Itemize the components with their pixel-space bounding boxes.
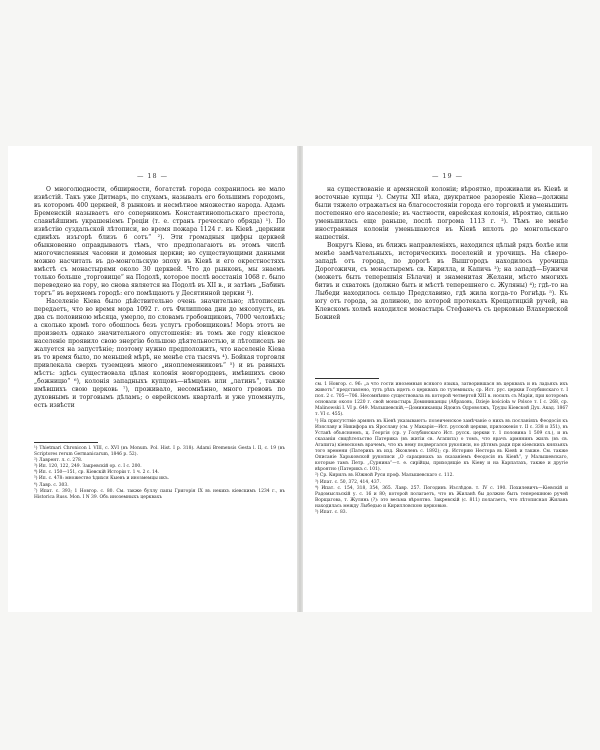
footnote: ¹) Thietmari Chronicon l. VIII, c. XVI (въ Monum. Pol. Hist. I р. 318). Adami Bremensis Gesta l. II, c. 19 (въ Scriptores rerum Germanicarum, 1846 p. 52).	[34, 446, 285, 458]
paragraph: О многолюдности, обширности, богатствѣ города сохранилось не мало извѣстій. Такъ уже Дитмаръ, по слухамъ, называлъ его большимъ городомъ, въ которомъ 400 церквей, 8 рынковъ и несмѣтное множество народа. Адамъ Бременскій называетъ его соперникомъ Константинопольскаго престола, славнѣйшимъ украшеніемъ Греціи (т. е. странъ греческаго обряда) ¹). По извѣстію суздальской лѣтописи, во время пожара 1124 г. въ Кіевѣ „церквии єдинѣхъ изъгорѣ близъ 6 сотъ“ ²). Эти громадныя цифры церквей обыкновенно оправдываютъ тѣмъ, что предполагаютъ въ этомъ числѣ многочисленныя часовни и домовыя церкви; но существующими данными можно насчитать въ до-монгольскую эпоху въ Кіевѣ и его окрестностяхъ вмѣстѣ съ монастырями около 30 церквей. Что до рынковъ, мы знаемъ только больше „торговище“ на Подолѣ, которое послѣ восстанія 1068 г. было переведено на гору, но снова является на Подолѣ въ XII в., и затѣмъ „Бабинъ торгъ“ въ верхнемъ городѣ: его помѣщаютъ у Десятинной церкви ³).	[34, 186, 285, 297]
footnote: ⁴) Ипат. с. 154, 318, 354, 365. Лавр. 257. Погодинъ Изслѣдов. т. IV с. 190. Похилевичъ—Кіевскій и Радомысльскій у. с. 16 и 80; которой полагаетъ, что въ Жиланѣ бы должно быть теперешнюю ручей Ворщагова, т. Жулянь (?): это весьма вѣроятно. Закревскій (с. 811) полагаетъ, что лѣтописная Жилань находилась между Лыбедью и Кирилловскою церковью.	[315, 485, 568, 509]
footnotes	[34, 446, 285, 501]
page-number: — 18 —	[137, 172, 168, 180]
right-page	[303, 146, 592, 612]
footnotes	[315, 382, 568, 516]
paragraph: на существованіе и армянской колоніи; вѣроятно, проживали въ Кіевѣ и восточные купцы ¹). Смуты XII вѣка, двукратное разореніе Кіева—должны были тяжело отражаться на благосостояніи города его торговлѣ и уменьшить постепенно его населеніе; въ частности, еврейская колонія, вѣроятно, сильно уменьшилась еще раньше, послѣ погрома 1113 г. ²). Тѣмъ не менѣе иностранныя колоніи уменьшаются въ Кіевѣ вплоть до монгольскаго нашествія.	[315, 186, 568, 241]
footnote: ⁵) Ип. с. 478: множество ѣдихся Кыевъ и инозмемцы икъ.	[34, 476, 170, 482]
footnote: ³) Ипат. с. 50, 372, 414, 437.	[315, 479, 381, 485]
paragraph: Вокругъ Кіева, въ ближъ направленіяхъ, находился цѣлый рядъ болѣе или менѣе замѣчательныхъ, историческихъ поселеній и урочищъ. На сѣверо-западѣ отъ города, по дорогѣ въ Вышгородъ находилось урочища Дорогожичи, съ монастыремъ св. Кирилла, и Капичь ³); на западѣ—Бужичи (можетъ быть теперешнія Бѣлачи) и знаменитая Желани, мѣсто многихъ битвъ и схватокъ (должно быть и мѣстѣ теперешнего с. Жуляны) ⁴); гдѣ-то на Лыбеди находилось сельцо Предславино, гдѣ жила когда-то Рогнѣдь ⁵). Къ югу отъ города, за долиною, по которой протекалъ Крещатицкій ручей, на Клевскомъ холмѣ находился монастырь Стефанечъ съ церковью Влахернской Божией	[315, 242, 568, 321]
page-number: — 19 —	[432, 172, 463, 180]
book-spread	[8, 146, 592, 612]
footnote: ⁴) Ип. с. 150—151, ср. Кіевскій Исторіи т. 1 ч. 2 с. 14.	[34, 470, 160, 476]
footnote-rule	[34, 442, 98, 443]
footnote: ²) Лаврент. л. с. 278.	[34, 458, 83, 464]
left-page	[8, 146, 297, 612]
body-text	[34, 186, 285, 410]
footnote: ¹) На присутствіе армянъ въ Кіевѣ указываютъ: позеиченское замѣчаніе о нихъ въ посланіяхъ Феодосія къ Изяславу и Никифора къ Ярославу (см. у Макарія—Ист. русской церкви, приложенія т. II с. 338 и 351), въ Уставѣ объясняемъ, ц. Георгія (ср. у Голубинскаго Ист. русск. церкви т. 1 половина 1 509 сл.), и въ сказаніи свидѣтельство Патерика (въ житіи св. Агапита) о томъ, что врачъ армянинъ жилъ (въ св. Агапита) кіевоскомъ врачемъ, что къ нему подвергался рукописи, но дѣтямъ ради при кіевскихъ князьяхъ того времени (Патерикъ въ изд. Яковлевъ с. 1892); ср. Историю Нестора въ Кіевѣ и также. См. также Описаніе Харьковской рукописи „О сарацинахъ за сказаніемъ Феодосія въ Кіевѣ“, у Малышевскаго, которые тамъ Петр. „Сурнина“—т. е. сирійцы, приходящіе къ Кіеву и на Карпатахъ, также и другіе вѣроятно (Патерикъ с. 101).	[315, 418, 568, 473]
footnote-rule	[315, 378, 379, 379]
footnote: ²) Ср. Кирилъ въ Южной Руси проф. Малышевскаго с. 112.	[315, 473, 454, 479]
paragraph: Населеніе Кіева было дѣйствительно очень значительно; лѣтописецъ передаетъ, что во время мора 1092 г. отъ Филиппова дни до мясопустъ, въ два съ половиною мѣсяца, умерло, по словамъ гробовщиковъ, 7000 человѣкъ; а сколько кромѣ того обошлось безъ услугъ гробовщиковъ! Моръ этотъ не произвелъ однако значительного опустошенія: въ томъ же году кіевское населеніе проявило свою энергію большою дѣятельностью, и лѣтописецъ не жалуется на запустѣніе; поэтому нужно предположить, что населеніе Кіева въ то время было, по меньшей мѣрѣ, не менѣе ста тысячъ ⁴). Бойкая торговля привлекала сверхъ туземцевъ много „иноплеменниковъ“ ⁵) и въ равныхъ мѣстъ: здѣсь существовала цѣлая колонія новгородцевъ, имѣвшихъ свою „божницю“ ⁶), колонія западныхъ купцовъ—нѣмцевъ или „латинъ“, также имѣвшихъ свою церковь ⁷), проживало, несомнѣнно, много гревовъ по духовнымъ и торговымъ дѣламъ; о еврейскомъ кварталѣ и уже упомянулъ, есть извѣсти	[34, 298, 285, 409]
footnote: ⁵) Ипат. с. 83.	[315, 509, 348, 515]
footnote: ⁶) Лавр. с. 303.	[34, 482, 69, 488]
footnote: см. 1 Новгор. с. 96: „а что гости иноземныя всякого языка, затворившася въ церквахъ и въ ладьяхъ ихъ животъ“ представлено, тутъ рѣхъ идетъ о церквахъ по туземныхъ; ср. Ист. рус. церкви Голубинскаго т. І пол. 2 с. 705—706. Несомнѣнно существовала въ которой четвертой XIII в. носилъ съ Маріи, при которомъ основали около 1220 г. свой монастырь Доминиканцы (Абраховъ, Dzieje kościoła w Polsce т. I с. 268, ср. Malinowski I. VI p. 649. Малышевскій,—Доминиканцы Ядоизъ Одроволжъ, Труды Кіевской Дух. Акад. 1867 т. VI с. 455).	[315, 382, 568, 418]
body-text	[315, 186, 568, 322]
footnote: ³) Ип. 120, 122, 249. Закревскій ор. с. І с. 200.	[34, 464, 142, 470]
footnote: ⁷) Ипат. с. 393; 1 Новгор. с. 80. См. также буллу папы Григорія IX въ некихъ кіевскимъ 1234 г., въ Historica Russ. Mon. I N 39. Объ иноземныхъ церквахъ	[34, 488, 285, 500]
